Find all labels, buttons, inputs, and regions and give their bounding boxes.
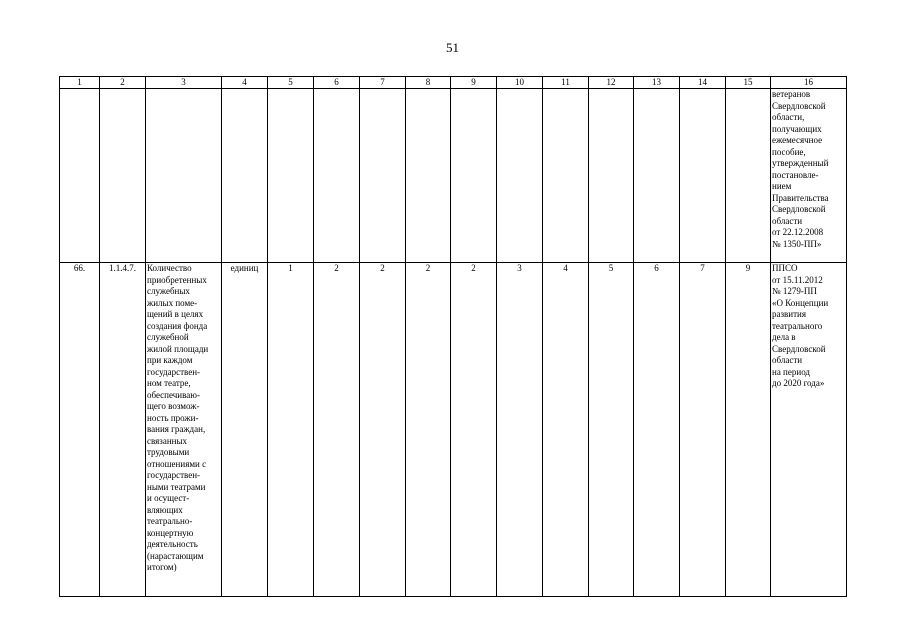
header-cell: 12 bbox=[589, 77, 634, 89]
source-line: получающих bbox=[772, 123, 822, 134]
table-cell-empty bbox=[497, 89, 543, 263]
continuation-source-cell bbox=[771, 89, 847, 263]
value-cell: 9 bbox=[726, 263, 771, 597]
table-cell-empty bbox=[589, 89, 634, 263]
value-cell: 6 bbox=[634, 263, 680, 597]
value-cell: 7 bbox=[680, 263, 726, 597]
name-line: и осущест- bbox=[147, 493, 190, 503]
header-cell: 6 bbox=[314, 77, 360, 89]
row-number-cell: 66. bbox=[60, 263, 100, 597]
value-cell: 2 bbox=[360, 263, 406, 597]
source-line: нием bbox=[772, 181, 792, 191]
value-cell: 5 bbox=[589, 263, 634, 597]
name-line: деятельность bbox=[147, 539, 198, 549]
source-line: до 2020 года» bbox=[772, 378, 825, 388]
source-line: № 1279-ПП bbox=[772, 286, 817, 296]
header-cell: 1 bbox=[60, 77, 100, 89]
name-line: концертную bbox=[147, 527, 194, 538]
source-line: ежемесячное bbox=[772, 135, 823, 145]
page-number: 51 bbox=[446, 40, 459, 55]
table-row-66 bbox=[60, 263, 847, 597]
source-line: ППСО bbox=[772, 263, 798, 273]
name-line: ными театрами bbox=[147, 481, 206, 492]
source-line: Свердловской bbox=[772, 343, 826, 354]
value-cell: 2 bbox=[406, 263, 451, 597]
source-line: пособие, bbox=[772, 146, 806, 157]
name-line: ном театре, bbox=[147, 378, 191, 388]
value-cell: 3 bbox=[497, 263, 543, 597]
name-line: щений в целях bbox=[147, 309, 204, 319]
name-line: при каждом bbox=[147, 355, 193, 365]
name-line: создания фонда bbox=[147, 320, 208, 331]
indicator-name-cell bbox=[146, 263, 222, 597]
table-cell-empty bbox=[268, 89, 314, 263]
name-line: жилых поме- bbox=[147, 297, 198, 308]
table-cell-empty bbox=[451, 89, 497, 263]
table-cell-empty bbox=[680, 89, 726, 263]
header-cell: 11 bbox=[543, 77, 589, 89]
table-cell-empty bbox=[406, 89, 451, 263]
table-header-row bbox=[60, 77, 847, 89]
value-cell: 2 bbox=[451, 263, 497, 597]
table-cell-empty bbox=[360, 89, 406, 263]
name-line: Количество bbox=[147, 263, 192, 273]
name-line: ность прожи- bbox=[147, 412, 199, 423]
name-line: вляющих bbox=[147, 504, 183, 515]
table-cell-empty bbox=[222, 89, 268, 263]
header-cell: 4 bbox=[222, 77, 268, 89]
header-cell: 10 bbox=[497, 77, 543, 89]
name-line: вания граждан, bbox=[147, 424, 206, 434]
value-cell: 2 bbox=[314, 263, 360, 597]
source-line: развития bbox=[772, 309, 807, 319]
source-line: области, bbox=[772, 112, 805, 122]
table-cell-empty bbox=[146, 89, 222, 263]
table-cell-empty bbox=[543, 89, 589, 263]
name-line: приобретенных bbox=[147, 274, 207, 285]
row-code-cell: 1.1.4.7. bbox=[100, 263, 146, 597]
source-line: «О Концепции bbox=[772, 297, 829, 308]
header-cell: 13 bbox=[634, 77, 680, 89]
name-line: трудовыми bbox=[147, 447, 190, 457]
table-cell-empty bbox=[726, 89, 771, 263]
name-line: (нарастающим bbox=[147, 550, 204, 561]
source-line: ветеранов bbox=[772, 89, 811, 99]
source-line: дела в bbox=[772, 332, 796, 342]
table-cell-empty bbox=[100, 89, 146, 263]
header-cell: 8 bbox=[406, 77, 451, 89]
source-line: Свердловской bbox=[772, 100, 826, 111]
source-line: Свердловской bbox=[772, 204, 826, 214]
source-line: утвержденный bbox=[772, 158, 829, 168]
name-line: служебных bbox=[147, 286, 190, 296]
header-cell: 2 bbox=[100, 77, 146, 89]
unit-cell: единиц bbox=[222, 263, 268, 597]
value-cell: 1 bbox=[268, 263, 314, 597]
table-cell-empty bbox=[634, 89, 680, 263]
name-line: итогом) bbox=[147, 562, 177, 572]
header-cell: 15 bbox=[726, 77, 771, 89]
source-line: области bbox=[772, 355, 803, 365]
source-line: театрального bbox=[772, 320, 823, 331]
table-cell-empty bbox=[60, 89, 100, 263]
name-line: театрально- bbox=[147, 516, 193, 526]
name-line: отношениями с bbox=[147, 458, 207, 469]
indicators-table bbox=[59, 76, 847, 597]
header-cell: 14 bbox=[680, 77, 726, 89]
source-line: Правительства bbox=[772, 192, 829, 203]
value-cell: 4 bbox=[543, 263, 589, 597]
source-line: на период bbox=[772, 366, 811, 377]
name-line: государствен- bbox=[147, 366, 201, 377]
name-line: жилой площади bbox=[147, 343, 209, 354]
source-line: постановле- bbox=[772, 169, 819, 180]
header-cell: 16 bbox=[771, 77, 847, 89]
table-cell-empty bbox=[314, 89, 360, 263]
source-line: № 1350-ПП» bbox=[772, 238, 822, 249]
source-line: от 15.11.2012 bbox=[772, 274, 823, 285]
header-cell: 7 bbox=[360, 77, 406, 89]
name-line: государствен- bbox=[147, 470, 201, 480]
header-cell: 9 bbox=[451, 77, 497, 89]
table-row-continuation bbox=[60, 89, 847, 263]
source-line: от 22.12.2008 bbox=[772, 227, 824, 237]
header-cell: 3 bbox=[146, 77, 222, 89]
name-line: щего возмож- bbox=[147, 401, 200, 411]
name-line: служебной bbox=[147, 332, 189, 342]
name-line: обеспечиваю- bbox=[147, 389, 200, 400]
name-line: связанных bbox=[147, 435, 187, 446]
source-line: области bbox=[772, 215, 803, 226]
source-document-cell bbox=[771, 263, 847, 597]
header-cell: 5 bbox=[268, 77, 314, 89]
